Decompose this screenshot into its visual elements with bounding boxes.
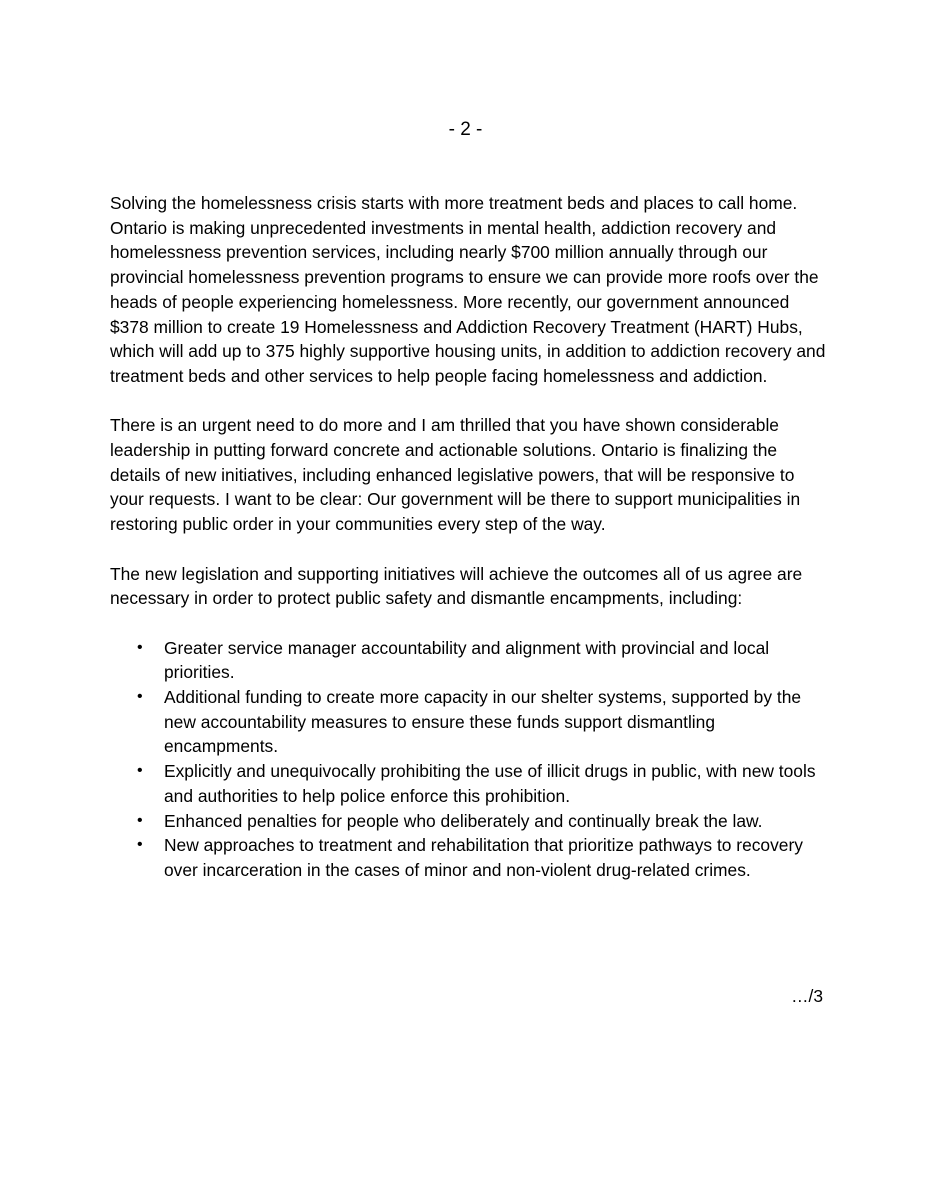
list-item bbox=[110, 833, 832, 882]
list-item-text: Explicitly and unequivocally prohibiting the use of illicit drugs in public, with new tools and authorities to help police enforce this prohibition. bbox=[164, 761, 816, 806]
list-item-text: Enhanced penalties for people who deliberately and continually break the law. bbox=[164, 810, 763, 831]
letter-body bbox=[110, 191, 832, 883]
list-item bbox=[110, 759, 832, 808]
bullet-icon: • bbox=[137, 811, 143, 829]
list-item-text: Greater service manager accountability and alignment with provincial and local priorities. bbox=[164, 637, 770, 683]
bullet-icon: • bbox=[137, 638, 143, 656]
list-item bbox=[110, 809, 832, 834]
list-item bbox=[110, 685, 832, 759]
bullet-icon: • bbox=[137, 762, 143, 780]
bullet-icon: • bbox=[137, 688, 143, 706]
list-item-text: Additional funding to create more capacity in our shelter systems, supported by the new accountability measures to ensure these funds support dismantling encampments. bbox=[164, 687, 802, 757]
continuation-marker: …/3 bbox=[791, 986, 823, 1006]
paragraph-urgent-need: There is an urgent need to do more and I am thrilled that you have shown considerable leadership in putting forward concrete and actionable solutions. Ontario is finalizing the details of new initiatives, including enhanced legislative powers, that will be responsive to your requests. I want to be clear: Our government will be there to support municipalities in restoring public order in your communities every step of the way. bbox=[110, 415, 801, 535]
list-item bbox=[110, 636, 832, 685]
paragraph-investments: Solving the homelessness crisis starts with more treatment beds and places to call home. Ontario is making unprecedented investments in mental health, addiction recovery and homelessness prevention services, including nearly $700 million annually through our provincial homelessness prevention programs to ensure we can provide more roofs over the heads of people experiencing homelessness. More recently, our government announced $378 million to create 19 Homelessness and Addiction Recovery Treatment (HART) Hubs, which will add up to 375 highly supportive housing units, in addition to addiction recovery and treatment beds and other services to help people facing homelessness and addiction. bbox=[110, 193, 826, 386]
list-intro: The new legislation and supporting initiatives will achieve the outcomes all of us agree are necessary in order to protect public safety and dismantle encampments, including: bbox=[110, 563, 803, 609]
bullet-icon: • bbox=[137, 836, 143, 854]
outcomes-list bbox=[110, 636, 832, 883]
page-number: - 2 - bbox=[448, 119, 483, 140]
list-item-text: New approaches to treatment and rehabilitation that prioritize pathways to recovery over incarceration in the cases of minor and non-violent drug-related crimes. bbox=[164, 835, 803, 880]
